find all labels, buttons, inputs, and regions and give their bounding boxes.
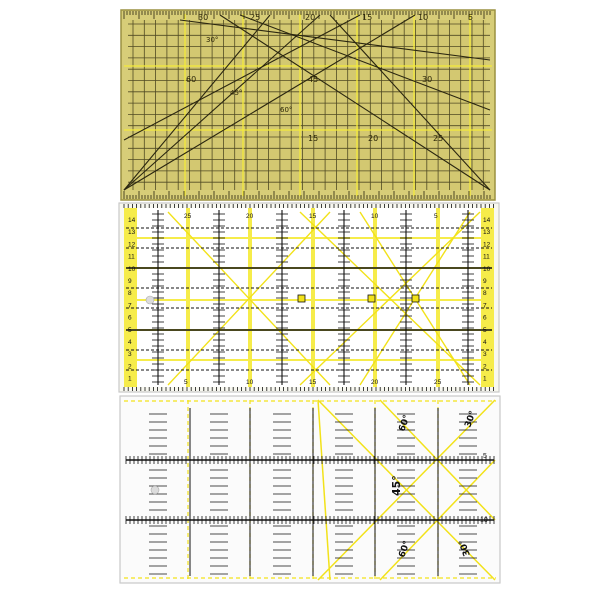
ruler2-right-number: 10 <box>483 265 491 273</box>
ruler2-bottom-number: 25 <box>434 379 442 386</box>
ruler3-angle-label: 30° <box>463 409 479 430</box>
ruler2-left-number: 12 <box>128 241 136 249</box>
ruler-yellow-black <box>119 203 499 392</box>
ruler1-row-number: 45 <box>308 75 319 84</box>
ruler2-right-number: 11 <box>483 253 490 261</box>
ruler2-left-number: 13 <box>128 229 136 237</box>
ruler2-bottom-number: 15 <box>309 379 317 386</box>
ruler2-top-number: 5 <box>434 213 438 220</box>
ruler2-left-number: 4 <box>128 339 132 346</box>
ruler1-top-number: 15 <box>362 13 373 22</box>
ruler2-right-number: 1 <box>483 375 487 383</box>
ruler2-left-number: 8 <box>128 290 132 298</box>
ruler1-angle-label: 30° <box>206 36 219 44</box>
ruler2-right-number: 3 <box>483 351 487 359</box>
ruler2-top-number: 20 <box>246 213 254 220</box>
ruler3-angle-label: 60° <box>397 539 413 560</box>
ruler1-row-number: 20 <box>368 134 379 143</box>
ruler2-left-number: 9 <box>128 278 132 285</box>
ruler2-right-number: 5 <box>483 326 487 334</box>
ruler1-top-number: 20 <box>305 13 316 22</box>
ruler1-top-number: 25 <box>250 13 261 22</box>
ruler2-bottom-number: 20 <box>371 379 379 386</box>
ruler3-angle-label: 30° <box>457 537 473 558</box>
ruler1-row-number: 15 <box>308 134 319 143</box>
ruler2-bottom-number: 10 <box>246 379 254 386</box>
ruler2-top-number: 25 <box>184 213 192 220</box>
ruler1-row-number: 30 <box>422 75 433 84</box>
ruler2-left-number: 5 <box>128 326 132 334</box>
ruler-golden <box>121 10 495 200</box>
ruler1-top-number: 30 <box>198 13 209 22</box>
ruler2-right-number: 7 <box>483 302 487 310</box>
ruler3-angle-label: 60° <box>397 413 413 434</box>
ruler2-right-number: 14 <box>483 217 491 224</box>
ruler-band <box>124 299 494 301</box>
ruler2-right-number: 6 <box>483 314 487 322</box>
ruler2-left-number: 6 <box>128 314 132 322</box>
ruler-band <box>124 237 494 239</box>
ruler1-angle-label: 45° <box>230 89 243 97</box>
ruler1-row-number: 25 <box>433 134 444 143</box>
ruler-white <box>120 396 500 583</box>
ruler2-right-number: 9 <box>483 278 487 285</box>
ruler2-right-number: 13 <box>483 229 491 237</box>
ruler2-left-number: 14 <box>128 217 136 224</box>
ruler2-left-number: 11 <box>128 253 135 261</box>
ruler2-left-number: 1 <box>128 375 132 383</box>
ruler1-top-number: 10 <box>418 13 429 22</box>
ruler2-top-number: 10 <box>371 213 379 220</box>
ruler3-side-number: 10 <box>480 517 488 524</box>
ruler2-left-number: 10 <box>128 265 136 273</box>
ruler2-right-number: 12 <box>483 241 491 249</box>
ruler2-right-number: 8 <box>483 290 487 298</box>
ruler2-left-number: 7 <box>128 302 132 310</box>
ruler2-left-number: 3 <box>128 351 132 359</box>
ruler1-angle-label: 60° <box>280 106 293 114</box>
ruler3-side-number: 5 <box>483 453 487 460</box>
ruler2-top-number: 15 <box>309 213 317 220</box>
ruler2-bottom-number: 5 <box>184 379 188 386</box>
ruler2-right-number: 4 <box>483 339 487 346</box>
ruler-band <box>124 359 494 361</box>
ruler3-angle-label: 45° <box>390 475 403 496</box>
ruler2-left-number: 2 <box>128 363 132 371</box>
ruler1-top-number: 5 <box>468 13 474 22</box>
ruler2-right-number: 2 <box>483 363 487 371</box>
ruler1-row-number: 60 <box>186 75 197 84</box>
